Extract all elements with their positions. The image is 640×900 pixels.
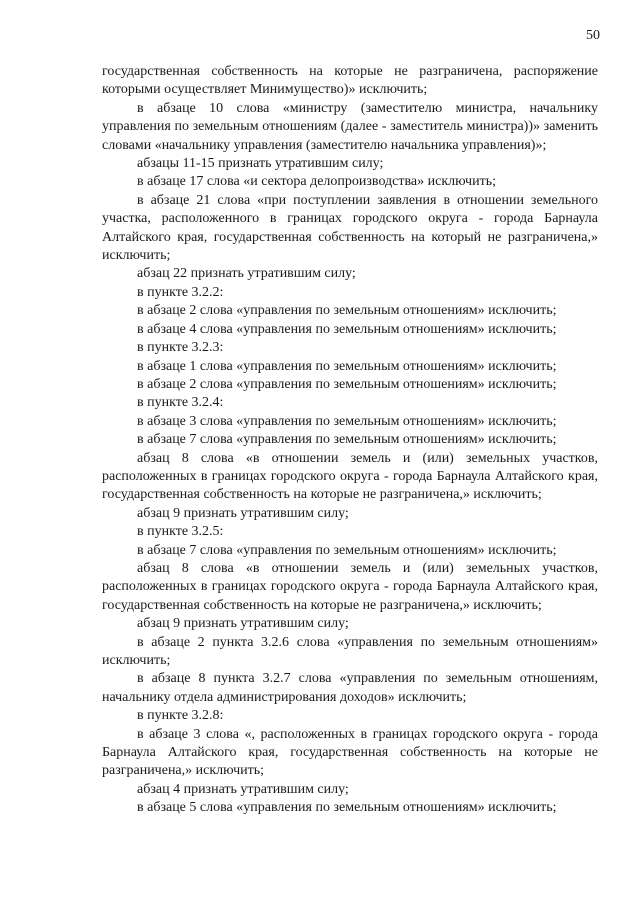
paragraph: в пункте 3.2.3: xyxy=(137,340,224,356)
paragraph: в абзаце 10 слова «министру (заместителю министра, начальнику управления по земельным отношениям (далее - заместитель министра))» заменить словами «начальнику управления (заместителю начальника управления)»; xyxy=(102,100,598,153)
document-body xyxy=(102,63,598,818)
paragraph: в абзаце 17 слова «и сектора делопроизводства» исключить; xyxy=(137,174,496,190)
paragraph: в абзаце 5 слова «управления по земельным отношениям» исключить; xyxy=(137,800,557,816)
paragraph: в пункте 3.2.8: xyxy=(137,708,224,724)
paragraph: абзацы 11-15 признать утратившим силу; xyxy=(137,156,384,172)
paragraph: в абзаце 8 пункта 3.2.7 слова «управления по земельным отношениям, начальнику отдела администрирования доходов» исключить; xyxy=(102,671,598,705)
paragraph: в абзаце 3 слова «, расположенных в границах городского округа - города Барнаула Алтайского края, государственная собственность на которые не разграничена,» исключить; xyxy=(102,726,598,779)
paragraph: в пункте 3.2.4: xyxy=(137,395,224,411)
paragraph: в абзаце 4 слова «управления по земельным отношениям» исключить; xyxy=(137,321,557,337)
paragraph: в абзаце 21 слова «при поступлении заявления в отношении земельного участка, расположенного в границах городского округа - города Барнаула Алтайского края, государственная собственность на который не разграничена,» исключить; xyxy=(102,192,598,264)
paragraph: абзац 8 слова «в отношении земель и (или) земельных участков, расположенных в границах городского округа - города Барнаула Алтайского края, государственная собственность на которые не разграничена,» исключить; xyxy=(102,560,598,613)
paragraph: абзац 4 признать утратившим силу; xyxy=(137,781,349,797)
paragraph: в абзаце 2 пункта 3.2.6 слова «управления по земельным отношениям» исключить; xyxy=(102,634,598,668)
paragraph: абзац 9 признать утратившим силу; xyxy=(137,505,349,521)
paragraph: в пункте 3.2.2: xyxy=(137,284,224,300)
paragraph: в абзаце 2 слова «управления по земельным отношениям» исключить; xyxy=(137,376,557,392)
paragraph: в абзаце 7 слова «управления по земельным отношениям» исключить; xyxy=(137,542,557,558)
paragraph: в абзаце 3 слова «управления по земельным отношениям» исключить; xyxy=(137,413,557,429)
paragraph: государственная собственность на которые не разграничена, распоряжение которыми осуществляет Минимущество)» исключить; xyxy=(102,64,598,98)
paragraph: абзац 22 признать утратившим силу; xyxy=(137,266,356,282)
paragraph: абзац 9 признать утратившим силу; xyxy=(137,616,349,632)
paragraph: в абзаце 7 слова «управления по земельным отношениям» исключить; xyxy=(137,432,557,448)
paragraph: в абзаце 1 слова «управления по земельным отношениям» исключить; xyxy=(137,358,557,374)
paragraph: в пункте 3.2.5: xyxy=(137,524,224,540)
page-number: 50 xyxy=(586,28,600,43)
paragraph: абзац 8 слова «в отношении земель и (или) земельных участков, расположенных в границах городского округа - города Барнаула Алтайского края, государственная собственность на которые не разграничена,» исключить; xyxy=(102,450,598,503)
paragraph: в абзаце 2 слова «управления по земельным отношениям» исключить; xyxy=(137,303,557,319)
